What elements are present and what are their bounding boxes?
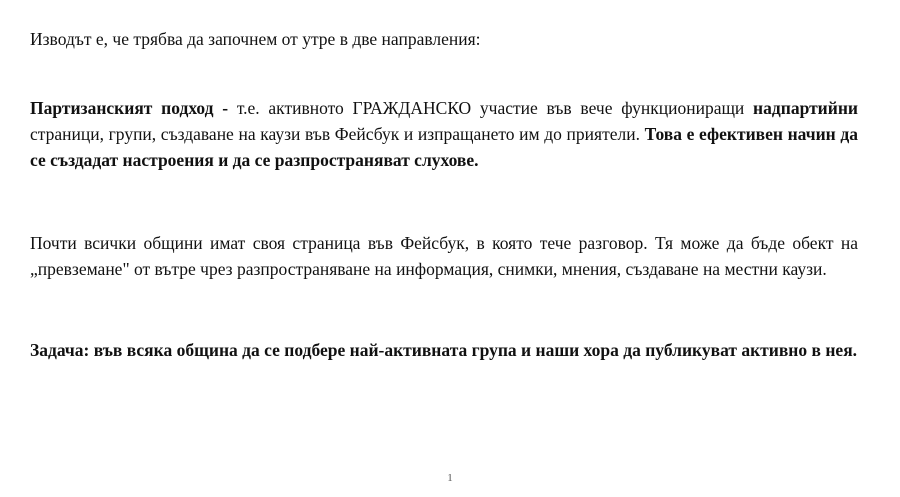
paragraph1-bold-b: надпартийни [753, 98, 858, 118]
paragraph1-text-b: страници, групи, създаване на каузи във Фейсбук и изпращането им до приятели. [30, 124, 645, 144]
partisan-approach-heading: Партизанският подход - [30, 98, 229, 118]
intro-text: Изводът е, че трябва да започнем от утре в две направления: [30, 29, 481, 49]
municipalities-paragraph: Почти всички общини имат своя страница във Фейсбук, в която тече разговор. Тя може да бъде обект на „превземане" от вътре чрез разпространяване на информация, снимки, мнения, създаване на местни каузи. [30, 233, 858, 279]
paragraph1-text-a: т.е. активното ГРАЖДАНСКО участие във вече функциониращи [228, 98, 754, 118]
partisan-approach-paragraph [30, 95, 858, 173]
task-paragraph: Задача: във всяка община да се подбере най-активната група и наши хора да публикуват активно в нея. [30, 340, 858, 360]
paragraph1-bold-c: Това е ефективен начин да се създадат настроения и да се разпространяват слухове. [30, 124, 858, 170]
page-number: 1 [447, 472, 453, 484]
